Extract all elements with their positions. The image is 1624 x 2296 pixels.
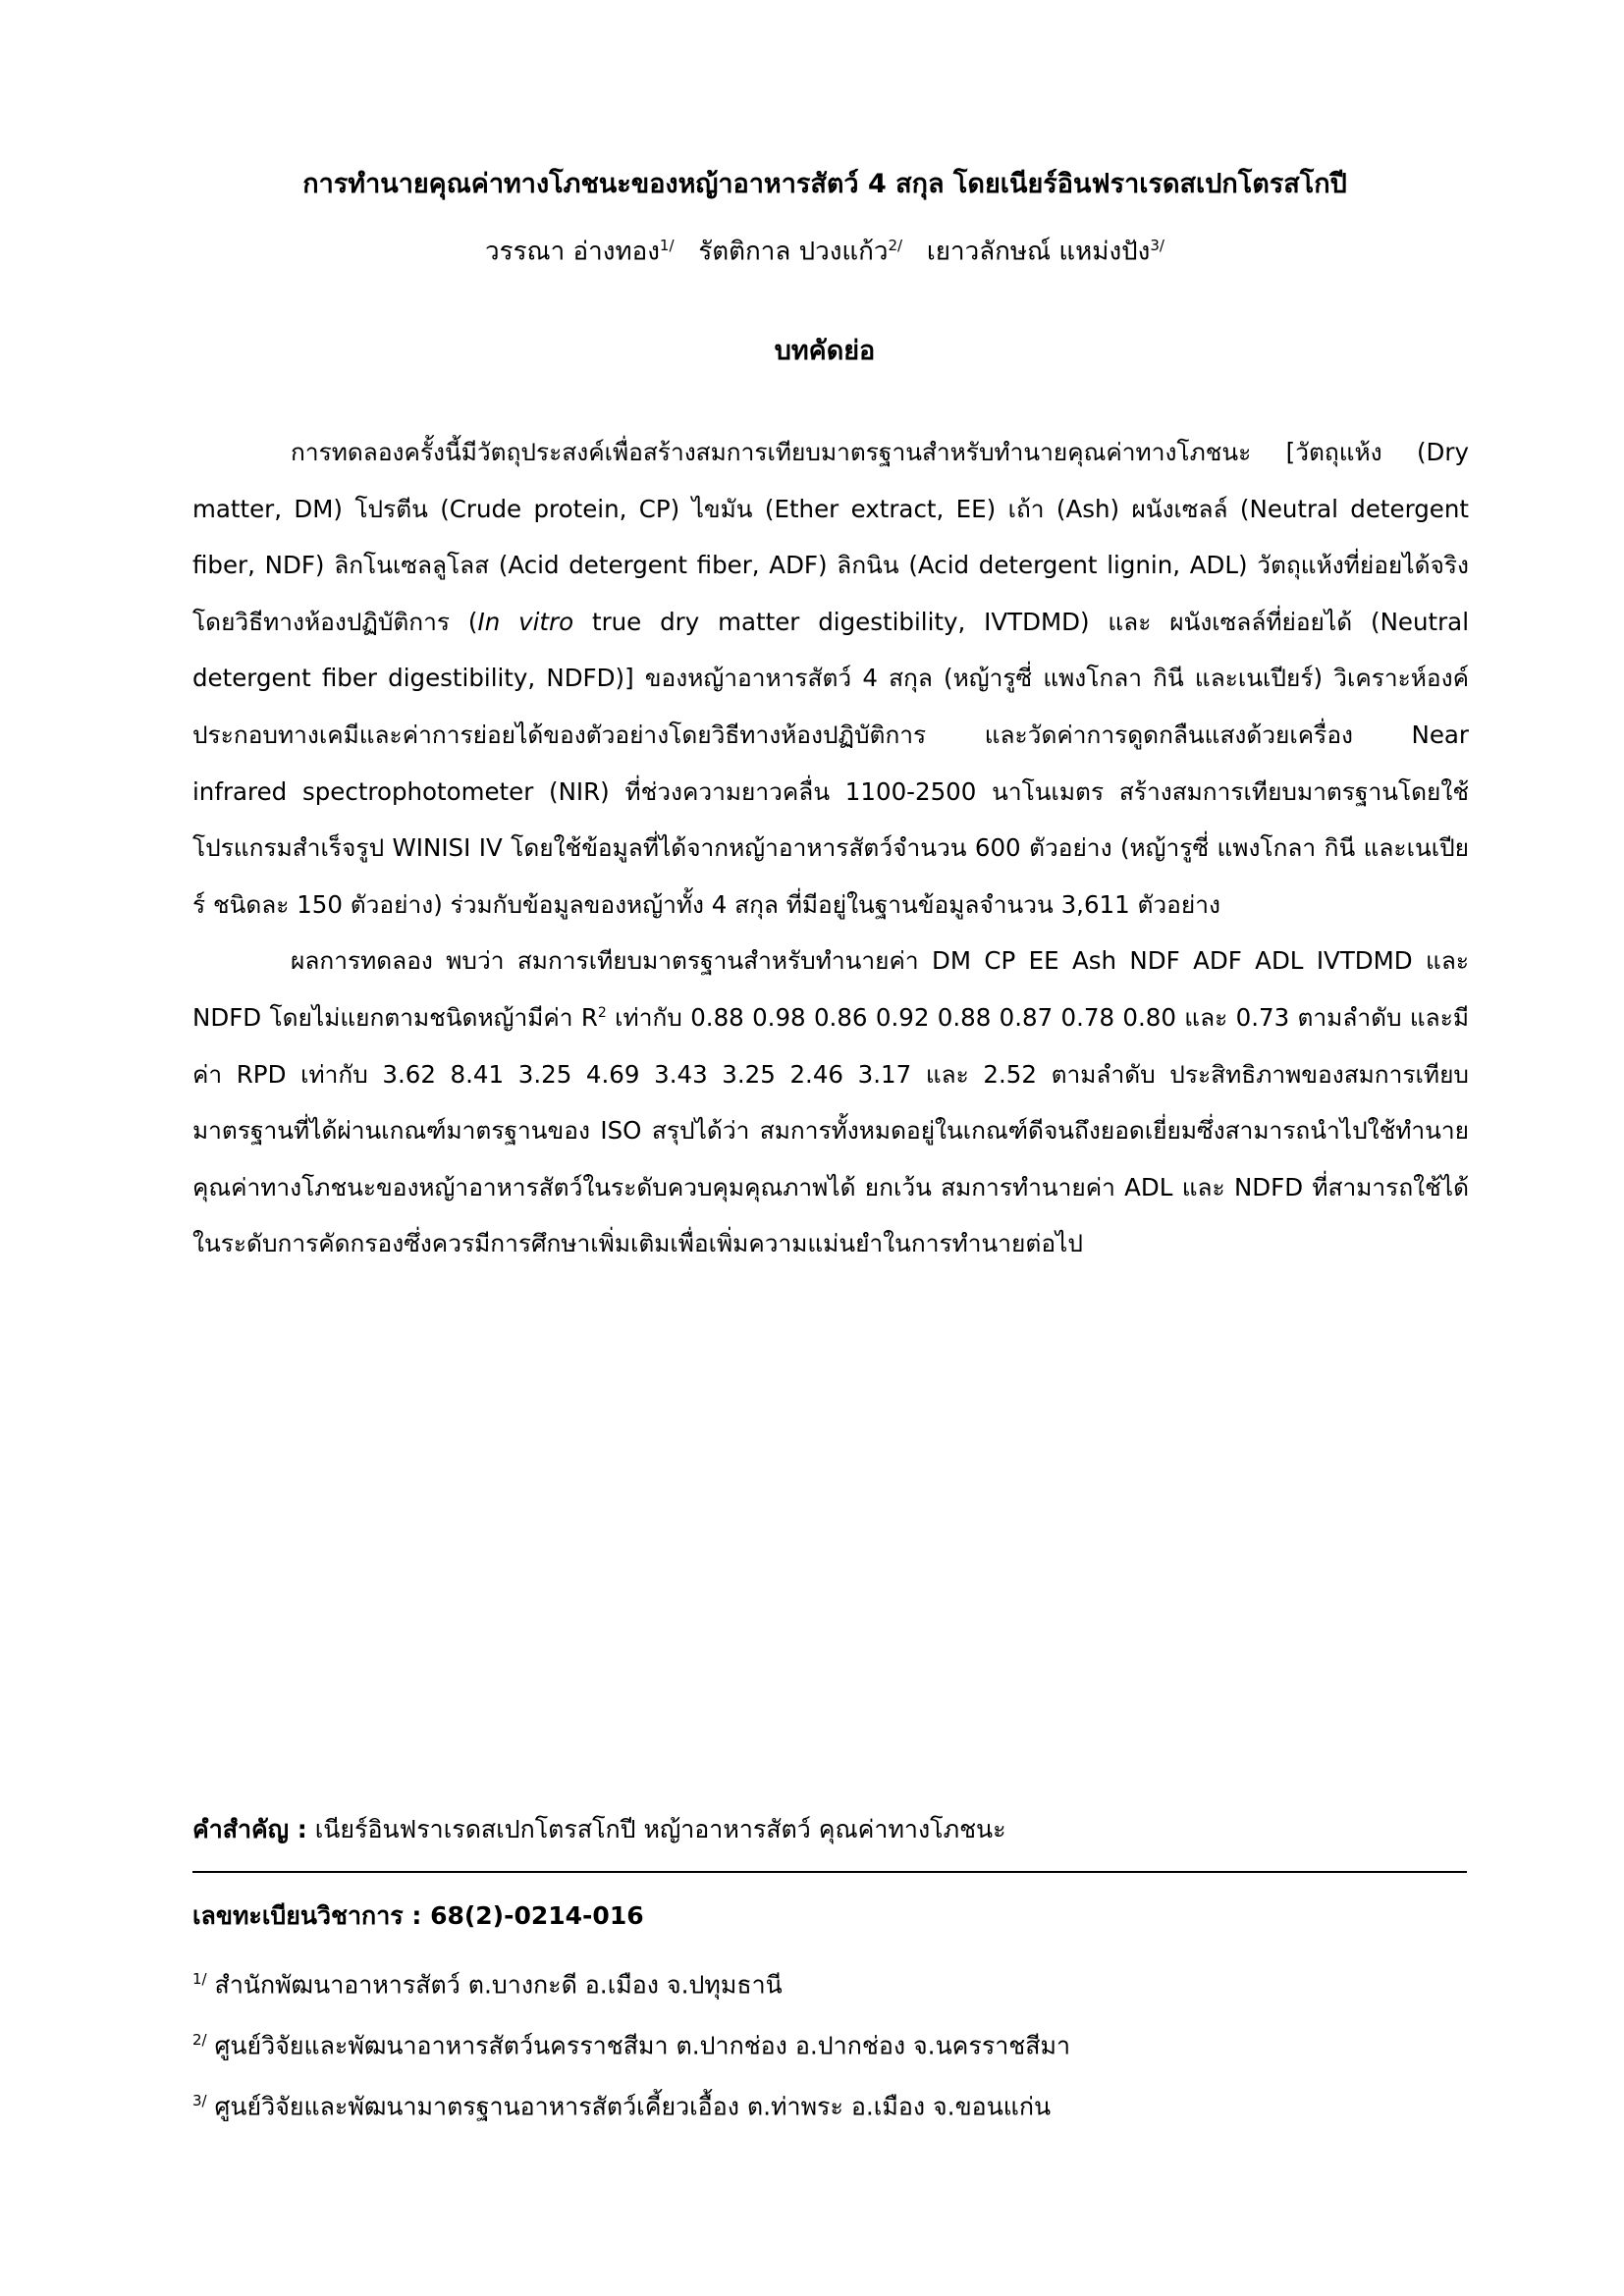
paragraph-text: การทดลองครั้งนี้มีวัตถุประสงค์เพื่อสร้างสมการเทียบมาตรฐานสำหรับทำนายคุณค่าทางโภชนะ [วัตถุแห้ง (Dry matter, DM) โปรตีน (Crude protein, CP) ไขมัน (Ether extract, EE) เถ้า (Ash) ผนังเซลล์ (Neutral detergent fiber, NDF) ลิกโนเซลลูโลส (Acid detergent fiber, ADF) ลิกนิน (Acid detergent lignin, ADL) วัตถุแห้งที่ย่อยได้จริงโดยวิธีทางห้องปฏิบัติการ ( <box>192 438 1469 636</box>
affiliation-mark: 2/ <box>192 2031 207 2049</box>
paragraph-text: เท่ากับ 0.88 0.98 0.86 0.92 0.88 0.87 0.78 0.80 และ 0.73 ตามลำดับ และมีค่า RPD เท่ากับ 3.62 8.41 3.25 4.69 3.43 3.25 2.46 3.17 และ 2.52 ตามลำดับ ประสิทธิภาพของสมการเทียบมาตรฐานที่ได้ผ่านเกณฑ์มาตรฐานของ ISO สรุปได้ว่า สมการทั้งหมดอยู่ในเกณฑ์ดีจนถึงยอดเยี่ยมซึ่งสามารถนำไปใช้ทำนายคุณค่าทางโภชนะของหญ้าอาหารสัตว์ในระดับควบคุมคุณภาพได้ ยกเว้น สมการทำนายค่า ADL และ NDFD ที่สามารถใช้ได้ในระดับการคัดกรองซึ่งควรมีการศึกษาเพิ่มเติมเพื่อเพิ่มความแม่นยำในการทำนายต่อไป <box>192 1002 1470 1258</box>
author-list <box>187 228 1463 270</box>
paragraph-text: true dry matter digestibility, IVTDMD) และ ผนังเซลล์ที่ย่อยได้ (Neutral detergent fiber digestibility, NDFD)] ของหญ้าอาหารสัตว์ 4 สกุล (หญ้ารูซี่ แพงโกลา กินี และเนเปียร์) วิเคราะห์องค์ประกอบทางเคมีและค่าการย่อยได้ของตัวอย่างโดยวิธีทางห้องปฏิบัติการ และวัดค่าการดูดกลืนแสงด้วยเครื่อง Near infrared spectrophotometer (NIR) ที่ช่วงความยาวคลื่น 1100-2500 นาโนเมตร สร้างสมการเทียบมาตรฐานโดยใช้โปรแกรมสำเร็จรูป WINISI IV โดยใช้ข้อมูลที่ได้จากหญ้าอาหารสัตว์จำนวน 600 ตัวอย่าง (หญ้ารูซี่ แพงโกลา กินี และเนเปียร์ ชนิดละ 150 ตัวอย่าง) ร่วมกับข้อมูลของหญ้าทั้ง 4 สกุล ที่มีอยู่ในฐานข้อมูลจำนวน 3,611 ตัวอย่าง <box>192 607 1469 919</box>
paper-title: การทำนายคุณค่าทางโภชนะของหญ้าอาหารสัตว์ 4 สกุล โดยเนียร์อินฟราเรดสเปกโตรสโกปี <box>302 169 1347 199</box>
registration-number: เลขทะเบียนวิชาการ : 68(2)-0214-016 <box>192 1901 644 1930</box>
author-name: วรรณา อ่างทอง <box>485 237 660 267</box>
author-name: รัตติกาล ปวงแก้ว <box>698 237 889 267</box>
author-affiliation-mark: 1/ <box>659 237 675 254</box>
abstract-heading: บทคัดย่อ <box>774 336 876 366</box>
affiliation-text: ศูนย์วิจัยและพัฒนามาตรฐานอาหารสัตว์เคี้ยวเอื้อง ต.ท่าพระ อ.เมือง จ.ขอนแก่น <box>206 2092 1052 2121</box>
abstract-paragraph-results <box>192 933 1469 1272</box>
author-affiliation-mark: 3/ <box>1150 237 1164 254</box>
keywords <box>192 1812 1469 1847</box>
abstract-body <box>192 424 1469 1272</box>
italic-term: In vitro <box>477 607 574 636</box>
footer-divider <box>192 1871 1467 1873</box>
affiliation-mark: 1/ <box>192 1970 207 1988</box>
author-affiliation-mark: 2/ <box>888 237 903 254</box>
author-name: เยาวลักษณ์ แหม่งปัง <box>926 237 1151 267</box>
affiliation-text: สำนักพัฒนาอาหารสัตว์ ต.บางกะดี อ.เมือง จ.ปทุมธานี <box>206 1970 783 2000</box>
keywords-label: คำสำคัญ : <box>192 1815 307 1843</box>
affiliation-text: ศูนย์วิจัยและพัฒนาอาหารสัตว์นครราชสีมา ต.ปากช่อง อ.ปากช่อง จ.นครราชสีมา <box>206 2031 1071 2060</box>
superscript: 2 <box>597 1004 607 1021</box>
paragraph-text: ผลการทดลอง พบว่า สมการเทียบมาตรฐานสำหรับทำนายค่า DM CP EE Ash NDF ADF ADL IVTDMD และ NDFD โดยไม่แยกตามชนิดหญ้ามีค่า R <box>192 946 1469 1032</box>
keywords-text: เนียร์อินฟราเรดสเปกโตรสโกปี หญ้าอาหารสัตว์ คุณค่าทางโภชนะ <box>306 1815 1006 1843</box>
affiliation-1 <box>192 1961 1469 2002</box>
affiliation-3 <box>192 2083 1469 2124</box>
affiliation-2 <box>192 2022 1469 2063</box>
affiliation-mark: 3/ <box>192 2092 207 2109</box>
abstract-paragraph-objective <box>192 424 1469 933</box>
